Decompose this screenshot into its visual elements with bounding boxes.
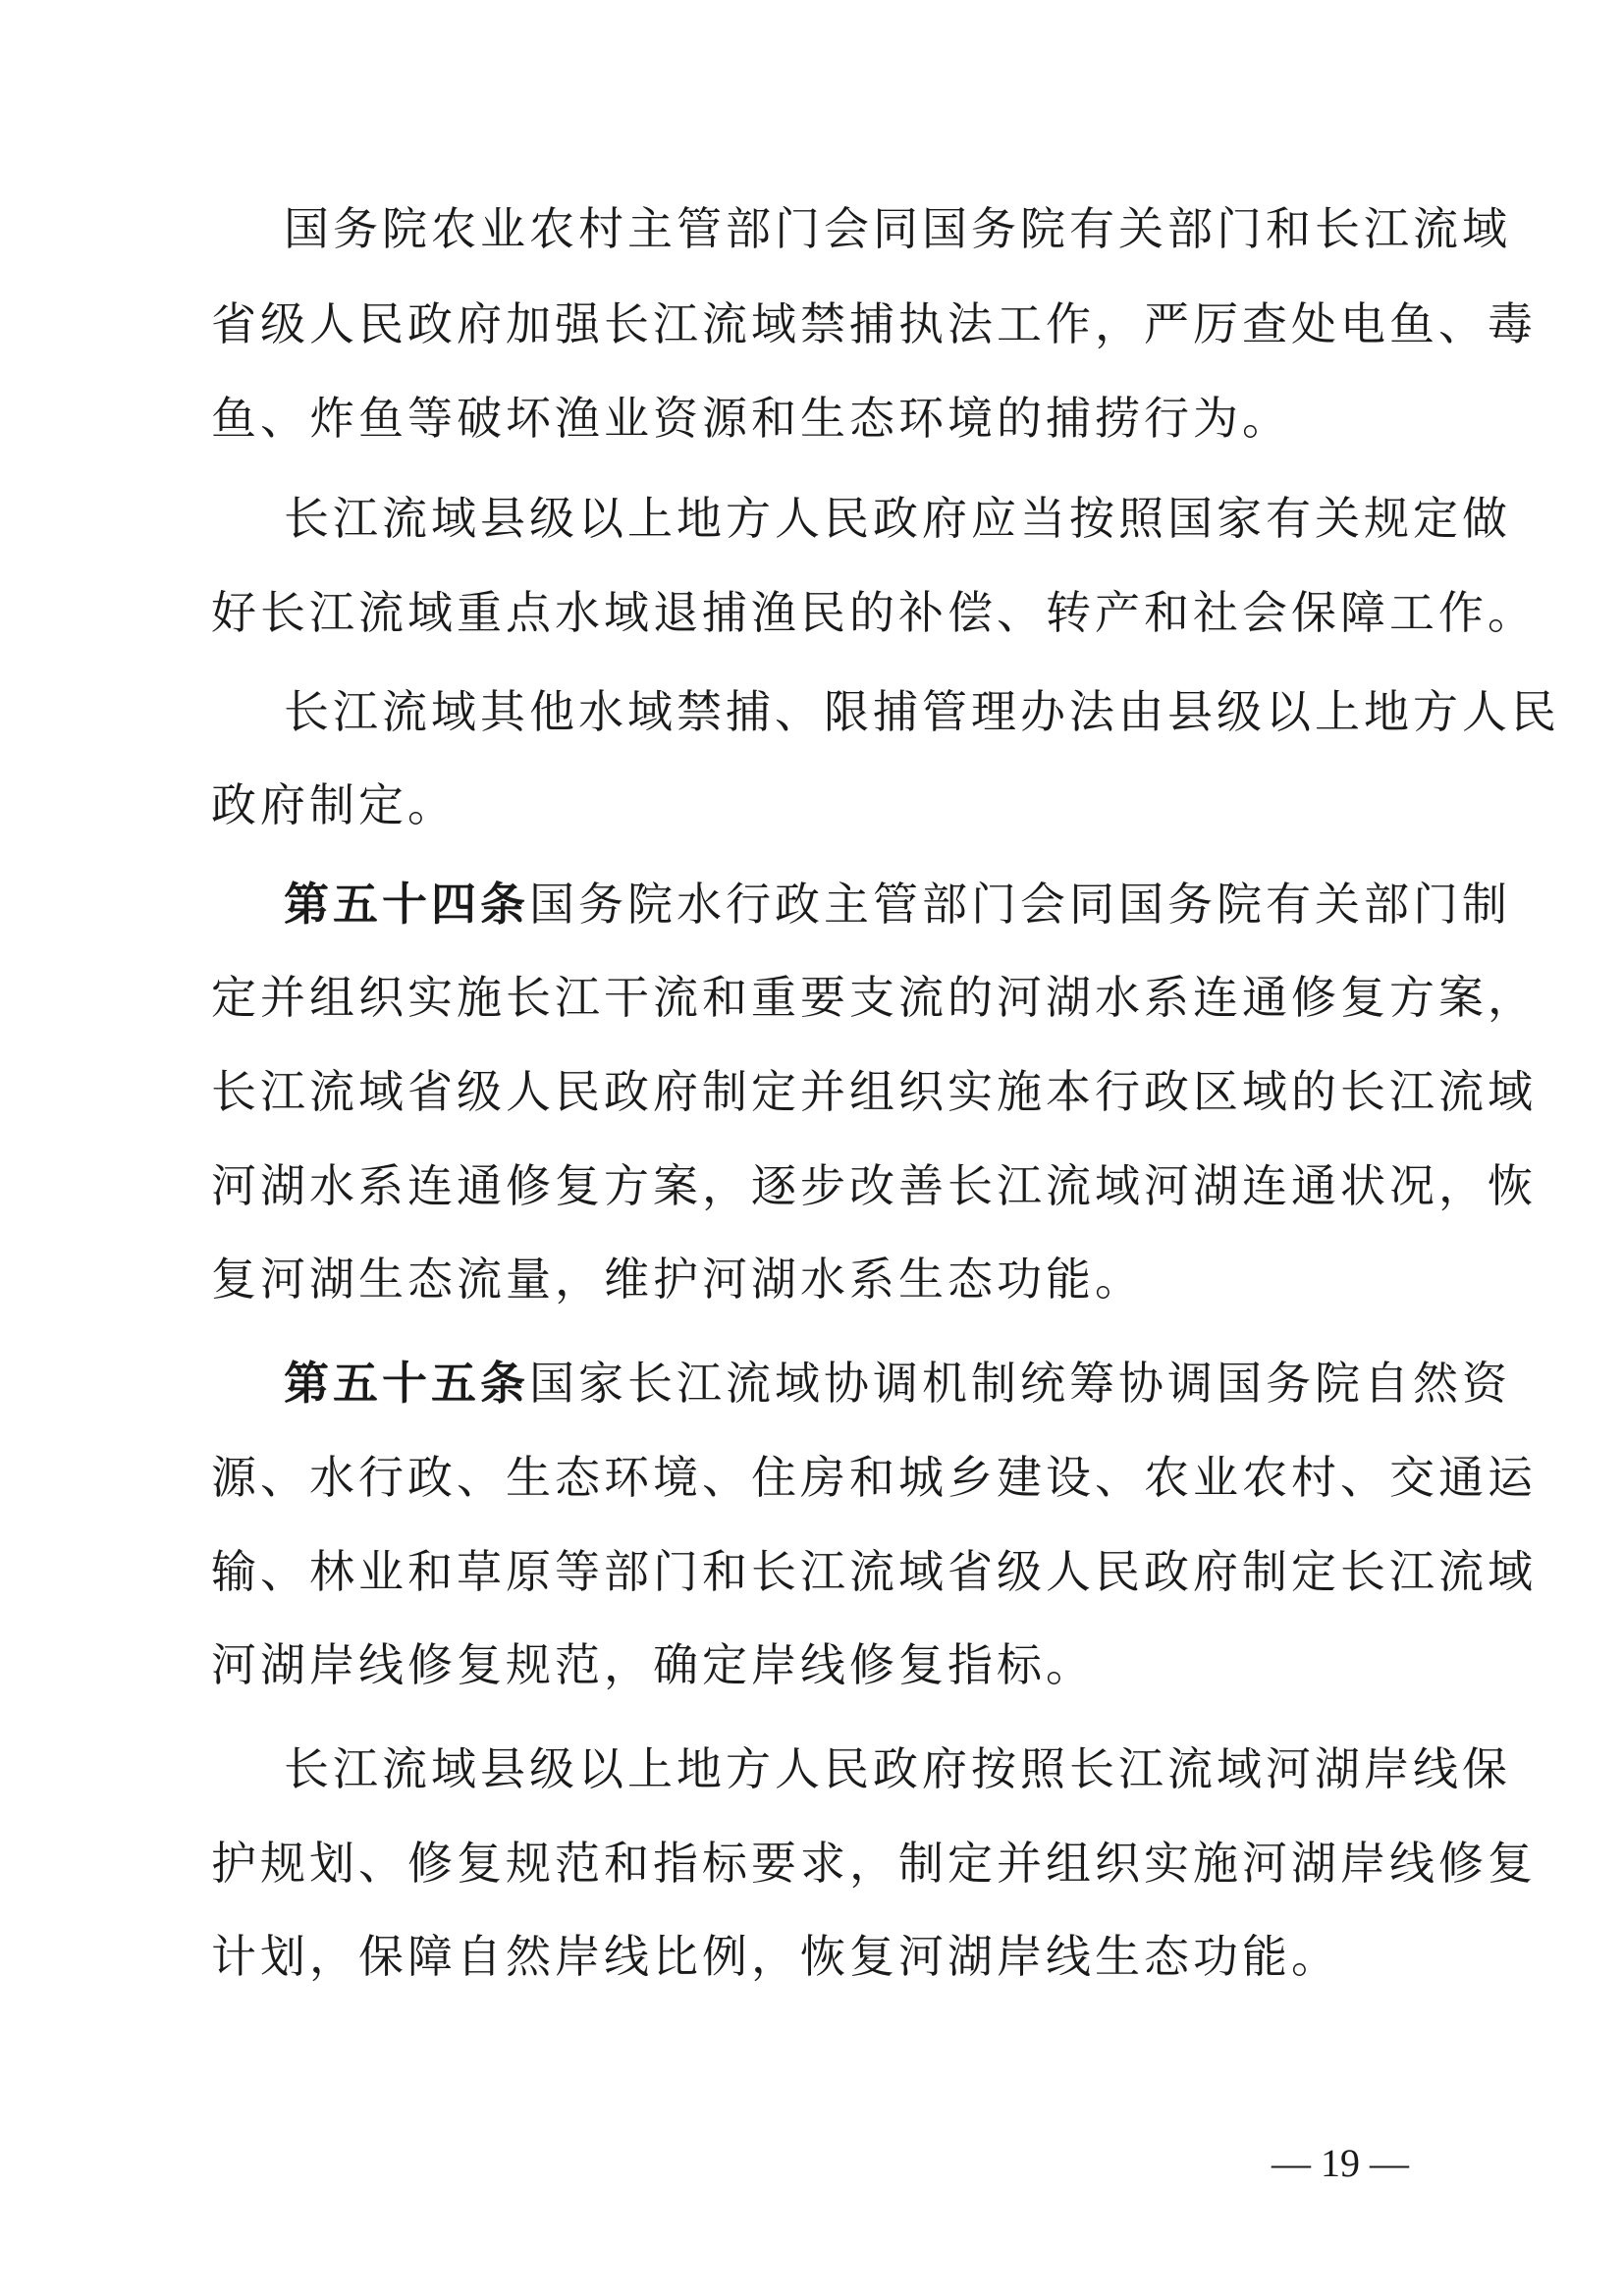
paragraph-line: 长江流域其他水域禁捕、限捕管理办法由县级以上地方人民	[284, 685, 1560, 738]
paragraph-line: 省级人民政府加强长江流域禁捕执法工作，严厉查处电鱼、毒	[211, 297, 1537, 350]
article-number: 第五十五条	[284, 1357, 529, 1410]
article-first-line	[284, 878, 1511, 931]
paragraph-line: 河湖水系连通修复方案，逐步改善长江流域河湖连通状况，恢	[211, 1159, 1537, 1212]
paragraph-line: 长江流域省级人民政府制定并组织实施本行政区域的长江流域	[211, 1065, 1537, 1118]
paragraph-line: 河湖岸线修复规范，确定岸线修复指标。	[211, 1638, 1095, 1691]
paragraph-line: 鱼、炸鱼等破坏渔业资源和生态环境的捕捞行为。	[211, 392, 1291, 445]
paragraph-line: 计划，保障自然岸线比例，恢复河湖岸线生态功能。	[211, 1930, 1340, 1983]
paragraph-line: 政府制定。	[211, 778, 457, 831]
paragraph-line: 输、林业和草原等部门和长江流域省级人民政府制定长江流域	[211, 1545, 1537, 1598]
paragraph-line: 定并组织实施长江干流和重要支流的河湖水系连通修复方案，	[211, 971, 1537, 1024]
page-number: — 19 —	[1272, 2141, 1409, 2185]
article-text: 国务院水行政主管部门会同国务院有关部门制	[529, 878, 1511, 931]
article-text: 国家长江流域协调机制统筹协调国务院自然资	[529, 1357, 1511, 1410]
article-first-line	[284, 1357, 1511, 1410]
paragraph-line: 好长江流域重点水域退捕渔民的补偿、转产和社会保障工作。	[211, 586, 1537, 639]
paragraph-line: 护规划、修复规范和指标要求，制定并组织实施河湖岸线修复	[211, 1837, 1537, 1890]
paragraph-line: 国务院农业农村主管部门会同国务院有关部门和长江流域	[284, 202, 1511, 255]
paragraph-line: 长江流域县级以上地方人民政府按照长江流域河湖岸线保	[284, 1742, 1511, 1795]
paragraph-line: 长江流域县级以上地方人民政府应当按照国家有关规定做	[284, 492, 1511, 545]
paragraph-line: 源、水行政、生态环境、住房和城乡建设、农业农村、交通运	[211, 1451, 1537, 1504]
paragraph-line: 复河湖生态流量，维护河湖水系生态功能。	[211, 1253, 1144, 1306]
article-number: 第五十四条	[284, 878, 529, 931]
